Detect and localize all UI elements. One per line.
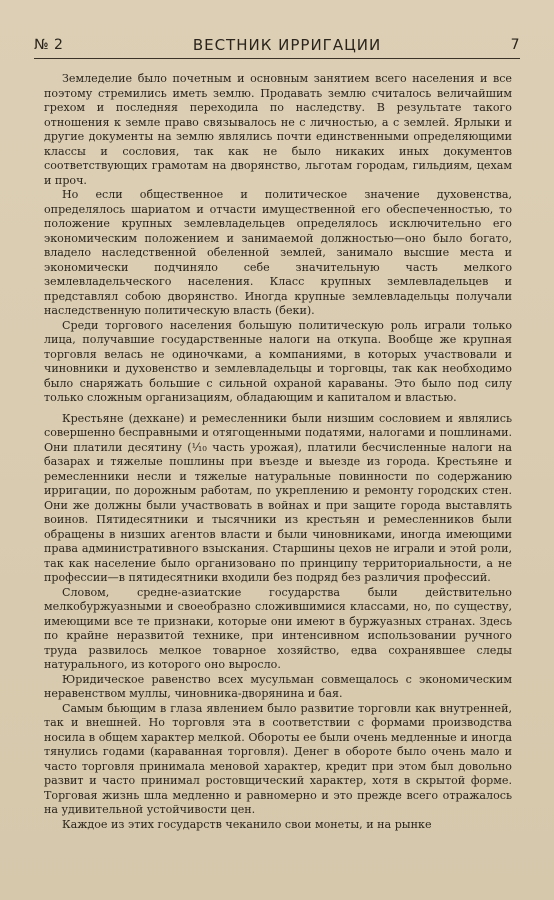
paragraph: Но если общественное и политическое значение духовенства, определялось шариатом и отчасти имущественной его обеспеченностью, то положение крупных землевладельцев определялось исключительно его экономическим положением и занимаемой должностью—оно было богато, владело наследственной обеленной землей, занимало высшие места и экономически подчиняло себе значительную часть мелкого землевладельческого населения. Класс крупных землевладельцев и представлял собою дворянство. Иногда крупные землевладельцы получали наследственную политическую власть (беки). [44,188,512,317]
paragraph: Земледелие было почетным и основным занятием всего населения и все поэтому стремились иметь землю. Продавать землю считалось величайшим грехом и последняя переходила по наследству. В результате такого отношения к земле право связывалось не с личностью, а с землей. Ярлыки и другие документы на землю являлись почти единственными определяющими классы и сословия, так как не было никаких иных документов соответствующих грамотам на дворянство, льготам городам, гильдиям, цехам и проч. [44,72,512,187]
journal-title: ВЕСТНИК ИРРИГАЦИИ [192,36,382,54]
paragraph: Крестьяне (дехкане) и ремесленники были низшим сословием и являлись совершенно бесправными и отягощенными податями, налогами и пошлинами. Они платили десятину (¹⁄₁₀ часть урожая), платили бесчисленные налоги на базарах и тяжелые пошлины при въезде и выезде из города. Крестьяне и ремесленники несли и тяжелые натуральные повинности по содержанию ирригации, по дорожным работам, по укреплению и ремонту городских стен. Они же должны были участвовать в войнах и при защите города выставлять воинов. Пятидесятники и тысячники из крестьян и ремесленников были обращены в низших агентов власти и были чиновниками, иногда имеющими права административного взыскания. Старшины цехов не играли и этой роли, так как население было организовано по принципу территориальности, а не профессии—в пятидесятники входили без подряд без различия профессий. [44,411,512,584]
paragraph: Словом, средне-азиатские государства были действительно мелкобуржуазными и своеобразно сложившимися классами, но, по существу, имеющими все те признаки, которые они имеют в буржуазных странах. Здесь по крайне неразвитой технике, при интенсивном использовании ручного труда развилось мелкое товарное хозяйство, едва сохранявшее следы натурального, из которого оно выросло. [44,585,512,671]
paragraph: Юридическое равенство всех мусульман совмещалось с экономическим неравенством муллы, чиновника-дворянина и бая. [44,672,512,700]
paragraph: Среди торгового населения большую политическую роль играли только лица, получавшие государственные налоги на откупа. Вообще же крупная торговля велась не одиночками, а компаниями, в которых участвовали и чиновники и духовенство и землевладельцы и торговцы, так как необходимо было снаряжать большие с сильной охраной караваны. Это было под силу только сложным организациям, обладающим и капиталом и властью. [44,318,512,404]
page-number: 7 [510,37,520,53]
running-header [34,34,520,56]
article-body [44,72,512,890]
paragraph: Каждое из этих государств чеканило свои монеты, и на рынке [62,817,432,831]
issue-number: № 2 [34,37,64,53]
header-rule [34,58,520,59]
paragraph: Самым бьющим в глаза явлением было развитие торговли как внутренней, так и внешней. Но торговля эта в соответствии с формами производства носила в общем характер мелкой. Обороты ее были очень медленные и иногда тянулись годами (караванная торговля). Денег в обороте было очень мало и часто торговля принимала меновой характер, кредит при этом был довольно развит и часто принимал ростовщический характер, хотя в скрытой форме. Торговая жизнь шла медленно и равномерно и это прежде всего отражалось на удивительной устойчивости цен. [44,701,512,816]
